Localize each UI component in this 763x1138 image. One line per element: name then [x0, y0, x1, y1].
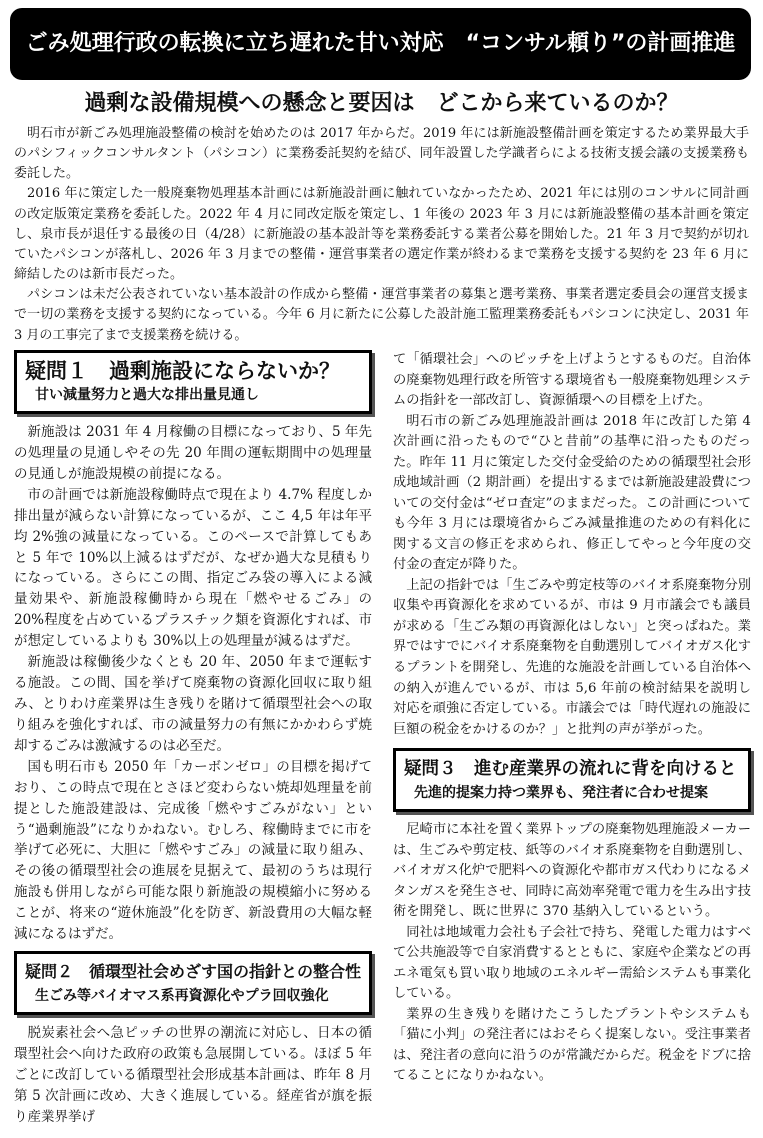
- body-paragraph: 同社は地域電力会社も子会社で持ち、発電した電力はすべて公共施設等で自家消費するとともに、家庭や企業などの再エネ電気も買い取り地域のエネルギー需給システムも事業化している。: [393, 924, 751, 1002]
- intro-paragraph: 2016 年に策定した一般廃棄物処理基本計画には新施設計画に触れていなかったため、2021 年には別のコンサルに同計画の改定版策定業務を委託した。2022 年 4 月に同改定版を策定し、1 年後の 2023 年 3 月には新施設整備の基本計画を策定し、泉市長が退任する最後の日（4/28）に新施設の基本設計等を業務委託する業者公募を開始した。21 年 3 月で契約が切れていたパシコンが落札し、2026 年 3 月までの整備・運営事業者の選定作業が終わるまで業務を支援する契約を 23 年 6 月に締結したのは新市長だった。: [14, 186, 749, 283]
- body-paragraph: 新施設は稼働後少なくとも 20 年、2050 年まで運転する施設。この間、国を挙げて廃棄物の資源化回収に取り組み、とりわけ産業界は生き残りを賭けて循環型社会への取り組みを強化すれば、市の減量努力の有無にかかわらず焼却するごみは激減するのは必至だ。: [14, 654, 372, 754]
- body-paragraph: 脱炭素社会へ急ピッチの世界の潮流に対応し、日本の循環型社会へ向けた政府の政策も急展開している。ほぼ 5 年ごとに改訂している循環型社会形成基本計画は、昨年 8 月第 5 次計画に改め、大きく進展している。経産省が旗を振り産業界挙げ: [14, 1025, 372, 1125]
- body-paragraph: 業界の生き残りを賭けたこうしたプラントやシステムも「猫に小判」の発注者にはおそらく提案しない。受注事業者は、発注者の意向に沿うのが常識だからだ。税金をドブに捨てることになりかねない。: [393, 1006, 751, 1084]
- subheadline: 過剰な設備規模への懸念と要因は どこから来ているのか？: [84, 91, 679, 116]
- headline-banner: ごみ処理行政の転換に立ち遅れた甘い対応 “コンサル頼り”の計画推進: [10, 8, 751, 80]
- question-2-subtitle: 生ごみ等バイオマス系再資源化やプラ回収強化: [35, 988, 329, 1005]
- body-paragraph: 市の計画では新施設稼働時点で現在より 4.7% 程度しか排出量が減らない計算になっているが、ここ 4,5 年は年平均 2%強の減量になっている。このペースで計算してもあと 5 年で 10%以上減るはずだが、なぜか過大な見積もりになっている。さらにこの間、指定ごみ袋の導入による減量効果や、新施設稼働時から現在「燃やせるごみ」の 20%程度を占めているプラスチック類を資源化すれば、市が想定しているよりも 30%以上の処理量が減るはずだ。: [14, 486, 372, 650]
- question-3-box: [393, 748, 751, 812]
- body-paragraph: 上記の指針では「生ごみや剪定枝等のバイオ系廃棄物分別収集や再資源化を求めているが、市は 9 月市議会でも議員が求める「生ごみ類の再資源化はしない」と突っぱねた。業界ではすでにバイオ系廃棄物を自動選別してバイオガス化するプラントを開発し、先進的な施設を計画している自治体への納入が進んでいるが、市は 5,6 年前の検討結果を説明し対応を頑強に否定している。市議会では「時代遅れの施設に巨額の税金をかけるのか？」と批判の声が挙がった。: [393, 577, 751, 737]
- intro-paragraph: パシコンは未だ公表されていない基本設計の作成から整備・運営事業者の募集と選考業務、事業者選定委員会の運営支援まで一切の業務を支援する契約になっている。今年 6 月に新たに公募した設計施工監理業務委託もパシコンに決定し、2031 年 3 月の工事完了まで支援業務を続ける。: [14, 287, 749, 343]
- body-paragraph: 国も明石市も 2050 年「カーボンゼロ」の目標を掲げており、この時点で現在とさほど変わらない焼却処理量を前提とした施設建設は、完成後「燃やすごみがない」という“過剰施設”になりかねない。むしろ、稼働時までに市を挙げて必死に、大胆に「燃やすごみ」の減量に取り組み、その後の循環型社会の進展を見据えて、最初のうちは現行施設も併用しながら可能な限り新施設の規模縮小に努めることが、将来の“遊休施設”化を防ぎ、新設費用の大幅な軽減になるはずだ。: [14, 758, 372, 943]
- question-3-title: 疑問３ 進む産業界の流れに背を向けると: [404, 759, 737, 780]
- question-2-title: 疑問２ 循環型社会めざす国の指針との整合性: [25, 962, 362, 982]
- question-2-box: [14, 951, 372, 1015]
- body-paragraph: て「循環社会」へのピッチを上げようとするものだ。自治体の廃棄物処理行政を所管する環境省も一般廃棄物処理システムの指針を一部改訂し、資源循環への目標を上げた。: [393, 352, 751, 409]
- intro-paragraph: 明石市が新ごみ処理施設整備の検討を始めたのは 2017 年からだ。2019 年には新施設整備計画を策定するため業界最大手のパシフィックコンサルタント（パシコン）に業務委託契約を結び、同年設置した学識者らによる技術支援会議の支援業務も委託した。: [14, 126, 749, 182]
- question-1-box: [14, 350, 372, 414]
- question-1-title: 疑問１ 過剰施設にならないか？: [25, 359, 340, 383]
- right-column: [393, 350, 751, 1087]
- body-paragraph: 新施設は 2031 年 4 月稼働の目標になっており、5 年先の処理量の見通しやその先 20 年間の運転期間中の処理量の見通しが施設規模の前提になる。: [14, 424, 372, 482]
- body-paragraph: 尼崎市に本社を置く業界トップの廃棄物処理施設メーカーは、生ごみや剪定枝、紙等のバイオ系廃棄物を自動選別し、バイオガス化炉で肥料への資源化や都市ガス代わりになるメタンガスを発生させ、同時に高効率発電で電力を生み出す技術を開発し、既に世界に 370 基納入しているという。: [393, 822, 751, 920]
- question-3-subtitle: 先進的提案力持つ業界も、発注者に合わせ提案: [414, 785, 708, 802]
- body-paragraph: 明石市の新ごみ処理施設計画は 2018 年に改訂した第 4 次計画に沿ったもので“ひと昔前”の基準に沿ったものだった。昨年 11 月に策定した交付金受給のための循環型社会形成地域計画（2 期計画）を提出するまでは新施設建設費についての交付金は“ゼロ査定”のままだった。この計画についても今年 3 月には環境省からごみ減量推進のための有料化に関する文言の修正を求められ、修正してやっと今年度の交付金の査定が降りた。: [393, 413, 751, 573]
- question-1-subtitle: 甘い減量努力と過大な排出量見通し: [35, 387, 259, 403]
- left-column: [14, 350, 372, 1128]
- intro-section: [14, 124, 749, 346]
